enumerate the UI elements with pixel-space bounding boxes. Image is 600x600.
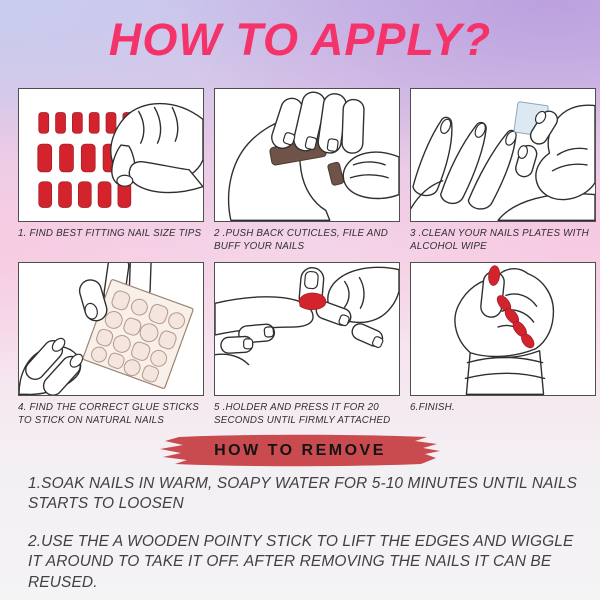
- red-press-on-nail-graphic: [299, 293, 326, 310]
- remove-instructions: [28, 474, 588, 600]
- step-2-illustration-box: [214, 88, 400, 222]
- step-3-illustration-box: [410, 88, 596, 222]
- lower-hand-graphic: [498, 194, 595, 221]
- lower-hand-graphic: [19, 336, 85, 395]
- step-6: [410, 262, 596, 436]
- glue-sticker-sheet-illustration: [19, 263, 203, 395]
- nail-size-tips-illustration: [19, 89, 203, 221]
- step-1: [18, 88, 204, 262]
- holding-hand-graphic: [343, 152, 399, 198]
- file-tip-graphic: [327, 162, 344, 186]
- remove-instruction-1: 1.SOAK NAILS IN WARM, SOAPY WATER FOR 5-10 MINUTES UNTIL NAILS STARTS TO LOOSEN: [28, 475, 578, 513]
- steps-grid: [18, 88, 596, 436]
- how-to-remove-banner: [0, 430, 600, 472]
- wiping-hand-graphic: [514, 102, 595, 200]
- alcohol-wipe-illustration: [411, 89, 595, 221]
- step-6-caption: 6.FINISH.: [410, 402, 455, 413]
- finished-nails-illustration: [411, 263, 595, 395]
- step-4-illustration-box: [18, 262, 204, 396]
- step-3: [410, 88, 596, 262]
- filing-nails-illustration: [215, 89, 399, 221]
- remove-instruction-2: 2.USE THE A WOODEN POINTY STICK TO LIFT THE EDGES AND WIGGLE IT AROUND TO TAKE IT OFF. AFTER REMOVING THE NAILS IT CAN BE REUSED.: [28, 532, 574, 591]
- step-5: [214, 262, 400, 436]
- wrist-graphic: [465, 351, 544, 395]
- step-3-caption: 3 .CLEAN YOUR NAILS PLATES WITH ALCOHOL WIPE: [410, 228, 589, 253]
- step-5-illustration-box: [214, 262, 400, 396]
- fist-graphic: [455, 265, 554, 356]
- long-nail-fingers-graphic: [411, 117, 518, 209]
- step-1-illustration-box: [18, 88, 204, 222]
- page-title: HOW TO APPLY?: [108, 14, 492, 65]
- thumb-graphic: [77, 277, 109, 323]
- receiving-hand-graphic: [215, 297, 313, 365]
- step-1-caption: 1. FIND BEST FITTING NAIL SIZE TIPS: [18, 228, 202, 239]
- step-6-illustration-box: [410, 262, 596, 396]
- step-2-caption: 2 .PUSH BACK CUTICLES, FILE AND BUFF YOUR NAILS: [214, 228, 389, 253]
- step-2: [214, 88, 400, 262]
- how-to-remove-label: HOW TO REMOVE: [214, 442, 386, 459]
- step-4: [18, 262, 204, 436]
- picking-hand-graphic: [111, 104, 203, 193]
- step-5-caption: 5 .HOLDER AND PRESS IT FOR 20 SECONDS UNTIL FIRMLY ATTACHED: [214, 402, 391, 427]
- step-4-caption: 4. FIND THE CORRECT GLUE STICKS TO STICK ON NATURAL NAILS: [18, 402, 199, 427]
- press-nail-illustration: [215, 263, 399, 395]
